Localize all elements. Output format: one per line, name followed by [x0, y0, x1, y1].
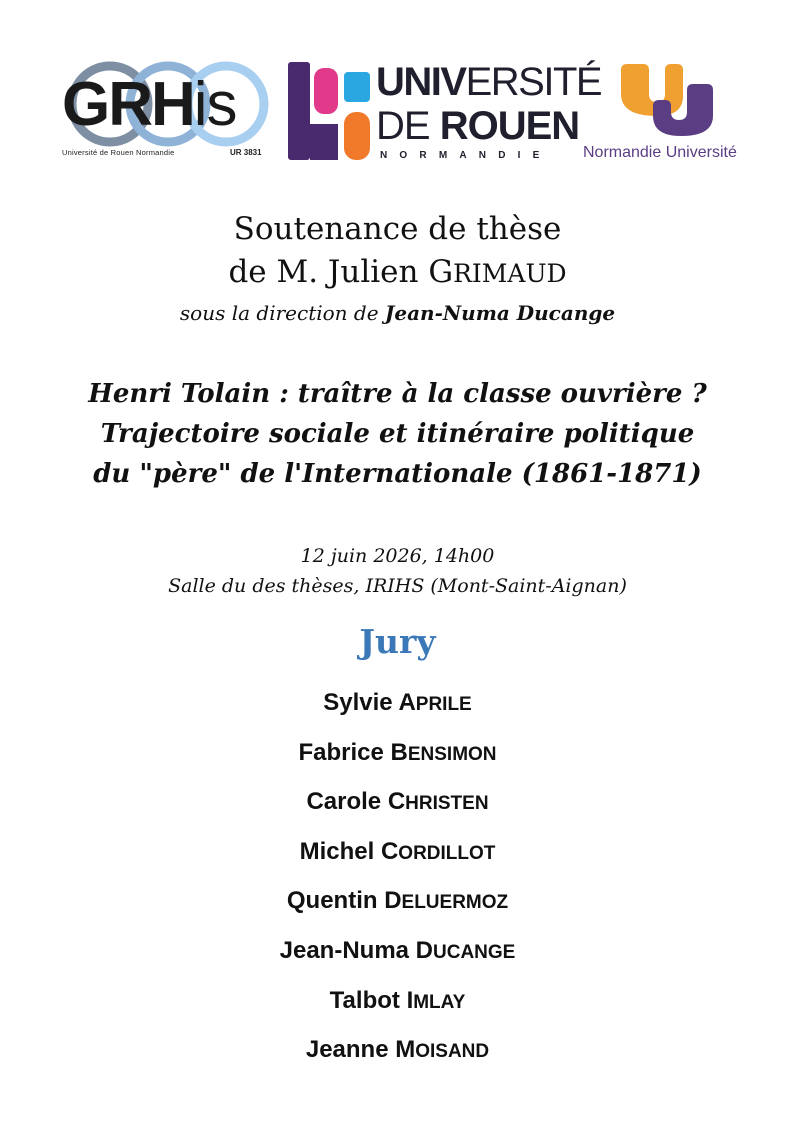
- thesis-direction: sous la direction de Jean-Numa Ducange: [179, 301, 616, 325]
- jury-list: [0, 684, 795, 1081]
- title-line-2: de M. Julien GRIMAUD: [228, 254, 567, 290]
- jury-member: Jeanne MOISAND: [305, 1036, 490, 1064]
- jury-member: Sylvie APRILE: [323, 689, 472, 716]
- supervisor-name: Jean-Numa Ducange: [384, 301, 616, 325]
- normandie-universite-text: Normandie Université: [583, 144, 737, 161]
- event-details: [0, 541, 795, 601]
- thesis-title-line: Trajectoire sociale et itinéraire politique: [100, 419, 695, 449]
- rouen-line-1: UNIVERSITÉ: [376, 60, 602, 104]
- rouen-line-3: NORMANDIE: [380, 150, 552, 161]
- thesis-title-line: du "père" de l'Internationale (1861-1871): [93, 459, 702, 489]
- logo-banner: [0, 0, 795, 175]
- grhis-affiliation: Université de Rouen Normandie: [62, 148, 175, 157]
- jury-member: Fabrice BENSIMON: [298, 738, 497, 766]
- thesis-title-line: Henri Tolain : traître à la classe ouvrière ?: [88, 379, 707, 409]
- jury-heading: Jury: [359, 622, 436, 661]
- universite-rouen-logo: [288, 60, 602, 164]
- title-line-1: Soutenance de thèse: [233, 211, 562, 247]
- rouen-line-2: DE ROUEN: [376, 104, 580, 148]
- grhis-wordmark: GRHis: [62, 70, 237, 139]
- jury-member: Carole CHRISTEN: [306, 788, 489, 816]
- jury-member: Quentin DELUERMOZ: [286, 887, 509, 915]
- grhis-logo: [62, 60, 274, 166]
- event-datetime: 12 juin 2026, 14h00: [300, 545, 495, 567]
- event-location: Salle du des thèses, IRIHS (Mont-Saint-Aignan): [168, 575, 627, 597]
- normandie-universite-logo: [583, 60, 753, 164]
- normandie-universite-mark-icon: [617, 60, 717, 138]
- jury-member: Jean-Numa DUCANGE: [279, 936, 516, 964]
- jury-member: Talbot IMLAY: [329, 986, 466, 1014]
- universite-rouen-mark-icon: [288, 62, 372, 160]
- grhis-unit: UR 3831: [230, 148, 262, 157]
- thesis-title: [0, 374, 795, 494]
- jury-member: Michel CORDILLOT: [299, 837, 496, 865]
